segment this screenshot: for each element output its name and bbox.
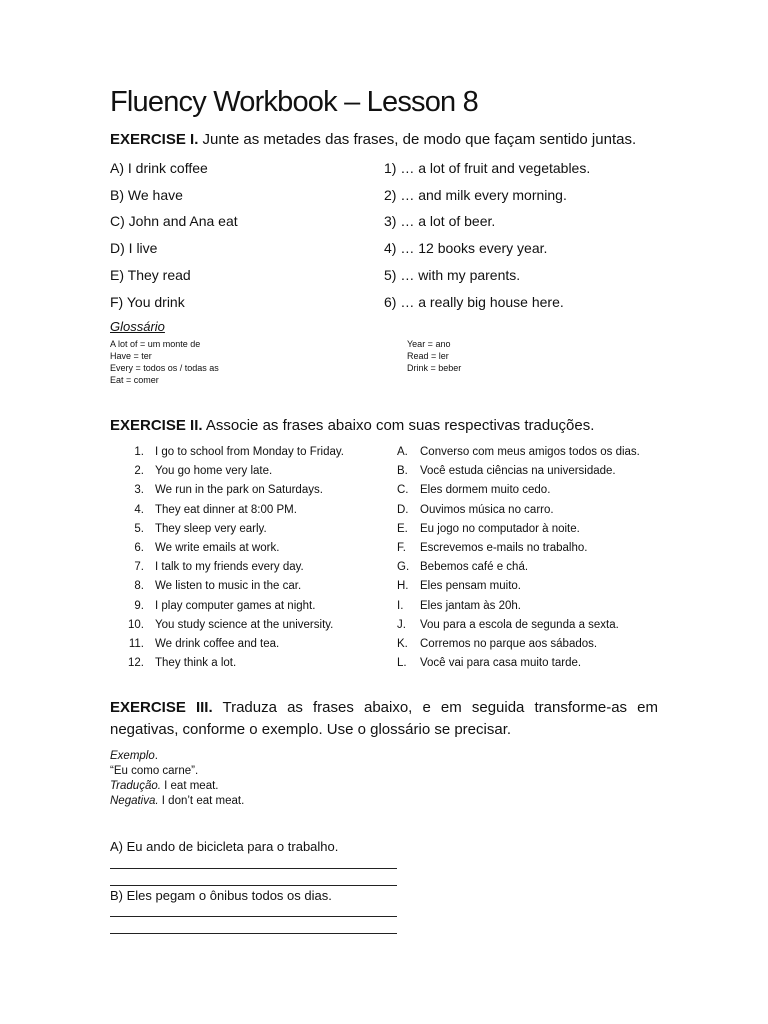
list-item-english: We listen to music in the car. — [155, 580, 302, 593]
list-number: 8. — [134, 580, 144, 593]
glossary-title: Glossário — [110, 319, 165, 334]
glossary-left — [110, 338, 219, 386]
match-right-item: 5) … with my parents. — [384, 266, 521, 283]
list-item-english: They think a lot. — [155, 657, 237, 670]
answer-line-b1[interactable] — [110, 916, 397, 917]
exercise-1-heading — [110, 129, 636, 150]
exercise-3-heading — [110, 697, 658, 740]
list-item-english: They eat dinner at 8:00 PM. — [155, 503, 297, 516]
list-item-portuguese: Converso com meus amigos todos os dias. — [420, 446, 640, 458]
list-number: 12. — [128, 657, 144, 670]
glossary-entry: A lot of = um monte de — [110, 339, 201, 349]
list-item-portuguese: Você vai para casa muito tarde. — [420, 657, 582, 670]
glossary-entry: Year = ano — [407, 339, 451, 349]
exercise-2-instruction: Associe as frases abaixo com suas respectivas traduções. — [205, 417, 595, 434]
list-item-english: You go home very late. — [155, 465, 273, 478]
list-number: 4. — [134, 503, 144, 516]
list-letter: B. — [397, 465, 408, 478]
translation-label: Tradução. — [110, 780, 161, 792]
list-letter: J. — [397, 618, 406, 631]
match-right-item: 2) … and milk every morning. — [384, 186, 567, 203]
match-left-item: A) I drink coffee — [110, 160, 208, 176]
match-right-item: 6) … a really big house here. — [384, 293, 564, 310]
negative-label: Negativa. — [110, 795, 159, 807]
translation-text: I eat meat. — [164, 780, 219, 792]
glossary-entry: Every = todos os / todas as — [110, 363, 219, 373]
list-number: 9. — [134, 599, 144, 612]
exercise-3-label: EXERCISE III. — [110, 699, 213, 716]
exercise-2-heading — [110, 415, 594, 436]
negative-text: I don’t eat meat. — [161, 795, 245, 807]
page-title: Fluency Workbook – Lesson 8 — [110, 86, 478, 118]
match-left-item: F) You drink — [110, 293, 185, 310]
question-b: B) Eles pegam o ônibus todos os dias. — [110, 888, 332, 903]
list-item-portuguese: Eles jantam às 20h. — [420, 599, 522, 612]
list-item-portuguese: Escrevemos e-mails no trabalho. — [420, 542, 588, 554]
match-left-item: B) We have — [110, 186, 183, 203]
list-number: 7. — [134, 561, 144, 574]
list-item-portuguese: Bebemos café e chá. — [420, 561, 529, 574]
match-left-item: C) John and Ana eat — [110, 213, 238, 230]
list-number: 2. — [134, 465, 144, 478]
list-item-english: We drink coffee and tea. — [155, 638, 280, 650]
list-item-english: We write emails at work. — [155, 542, 280, 554]
glossary-entry: Read = ler — [407, 351, 449, 361]
list-item-portuguese: Vou para a escola de segunda a sexta. — [420, 618, 619, 631]
list-number: 10. — [128, 618, 144, 631]
glossary-entry: Drink = beber — [407, 363, 462, 373]
list-number: 3. — [134, 484, 144, 497]
list-letter: H. — [397, 580, 409, 593]
answer-line-a2[interactable] — [110, 885, 397, 886]
answer-line-a1[interactable] — [110, 868, 397, 869]
list-item-english: They sleep very early. — [155, 522, 267, 535]
list-letter: L. — [397, 657, 407, 670]
list-item-portuguese: Corremos no parque aos sábados. — [420, 638, 598, 650]
list-item-portuguese: Ouvimos música no carro. — [420, 503, 554, 516]
list-item-portuguese: Eles pensam muito. — [420, 580, 521, 593]
list-letter: F. — [397, 542, 406, 554]
list-item-english: I go to school from Monday to Friday. — [155, 446, 344, 458]
match-right-item: 3) … a lot of beer. — [384, 213, 496, 230]
glossary-entry: Have = ter — [110, 351, 152, 361]
list-item-english: I play computer games at night. — [155, 599, 316, 612]
match-left-item: E) They read — [110, 266, 191, 283]
question-a: A) Eu ando de bicicleta para o trabalho. — [110, 839, 339, 854]
list-letter: D. — [397, 503, 409, 516]
list-letter: I. — [397, 599, 404, 612]
example-block — [110, 749, 244, 809]
exercise-2-label: EXERCISE II. — [110, 417, 203, 434]
glossary-entry: Eat = comer — [110, 375, 159, 385]
list-letter: E. — [397, 522, 408, 535]
list-item-portuguese: Eles dormem muito cedo. — [420, 484, 551, 497]
list-number: 5. — [134, 522, 144, 535]
list-letter: C. — [397, 484, 409, 497]
list-letter: K. — [397, 638, 408, 650]
glossary-right — [407, 338, 461, 374]
example-sentence: “Eu como carne”. — [110, 765, 199, 777]
exercise-1-label: EXERCISE I. — [110, 131, 199, 148]
exercise-1-instruction: Junte as metades das frases, de modo que façam sentido juntas. — [202, 131, 637, 148]
list-letter: A. — [397, 446, 408, 458]
list-item-english: I talk to my friends every day. — [155, 561, 304, 574]
list-item-english: You study science at the university. — [155, 618, 334, 631]
list-number: 11. — [128, 638, 144, 650]
list-item-portuguese: Você estuda ciências na universidade. — [420, 465, 616, 478]
example-label: Exemplo — [110, 750, 155, 762]
list-item-english: We run in the park on Saturdays. — [155, 484, 323, 497]
list-letter: G. — [397, 561, 410, 574]
list-item-portuguese: Eu jogo no computador à noite. — [420, 522, 580, 535]
match-left-item: D) I live — [110, 240, 158, 257]
list-number: 1. — [134, 446, 144, 458]
match-right-item: 1) … a lot of fruit and vegetables. — [384, 160, 591, 176]
example-dot: . — [154, 750, 158, 762]
list-number: 6. — [134, 542, 144, 554]
exercise-3-instruction: Traduza as frases abaixo, e em seguida transforme-as em negativas, conforme o exemplo. Use o glossário se precisar. — [110, 699, 658, 738]
match-right-item: 4) … 12 books every year. — [384, 240, 548, 257]
answer-line-b2[interactable] — [110, 933, 397, 934]
